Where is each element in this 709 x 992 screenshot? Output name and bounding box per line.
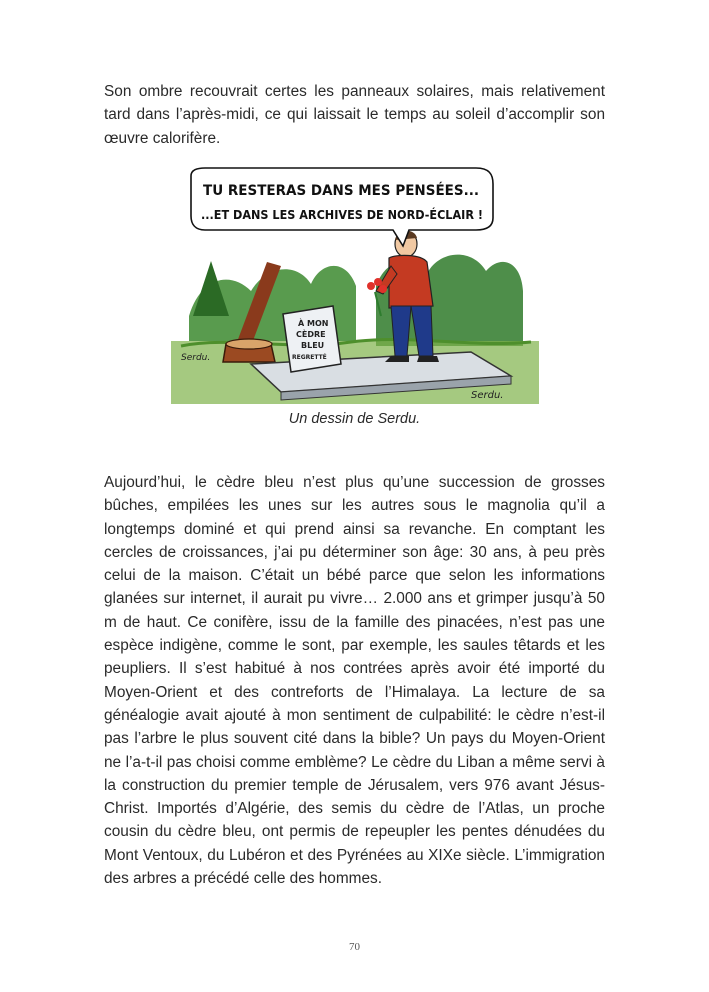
cartoon-drawing bbox=[171, 166, 539, 404]
speech-bubble bbox=[191, 168, 503, 246]
artist-signature-left: Serdu. bbox=[181, 353, 211, 363]
speech-line-2: ...ET DANS LES ARCHIVES DE NORD-ÉCLAIR ! bbox=[201, 208, 503, 222]
plaque-text-4: REGRETTÉ bbox=[292, 354, 327, 361]
plaque-text-2: CÈDRE bbox=[296, 330, 326, 339]
stump-rings bbox=[226, 339, 272, 349]
paragraph-main: Aujourd’hui, le cèdre bleu n’est plus qu’une succession de grosses bûches, empilées les unes sur les autres sous le magnolia qu’il a longtemps dominé et qui prend ainsi sa revanche. En comptant les cercles de croissances, j’ai pu déterminer son âge: 30 ans, à peu près celui de la maison. C’était un bébé parce que selon les informations glanées sur internet, il aurait pu vivre… 2.000 ans et grimper jusqu’à 50 m de haut. Ce conifère, issu de la famille des pinacées, n’est pas une espèce indigène, comme le sont, par exemple, les saules têtards et les peupliers. Il s’est habitué à nos contrées après avoir été importé du Moyen-Orient et des contreforts de l’Himalaya. La lecture de sa généalogie avait ajouté à mon sentiment de culpabilité: le cèdre n’est-il pas l’arbre le plus souvent cité dans la bible? Un pays du Moyen-Orient ne l’a-t-il pas choisi comme emblème? Le cèdre du Liban a même servi à la construction du premier temple de Jérusalem, vers 976 avant Jésus-Christ. Importés d’Algérie, des semis du cèdre de l’Atlas, un proche cousin du cèdre bleu, ont permis de repeupler les pentes dénudées du Mont Ventoux, du Lubéron et des Pyrénées au XIXe siècle. L’immigration des arbres a précédé celle des hommes. bbox=[104, 474, 605, 888]
page-number: 70 bbox=[349, 941, 360, 953]
plaque-text-3: BLEU bbox=[301, 341, 325, 350]
memorial-plaque bbox=[283, 306, 341, 372]
paragraph-intro: Son ombre recouvrait certes les panneaux solaires, mais relativement tard dans l’après-midi, ce qui laissait le temps au soleil d’accomplir son œuvre calorifère. bbox=[104, 83, 605, 147]
cartoon-illustration bbox=[171, 166, 539, 404]
speech-line-1: TU RESTERAS DANS MES PENSÉES... bbox=[203, 183, 490, 199]
artist-signature-right: Serdu. bbox=[471, 390, 504, 401]
plaque-text-1: À MON bbox=[298, 319, 329, 328]
figure-caption: Un dessin de Serdu. bbox=[288, 411, 421, 427]
